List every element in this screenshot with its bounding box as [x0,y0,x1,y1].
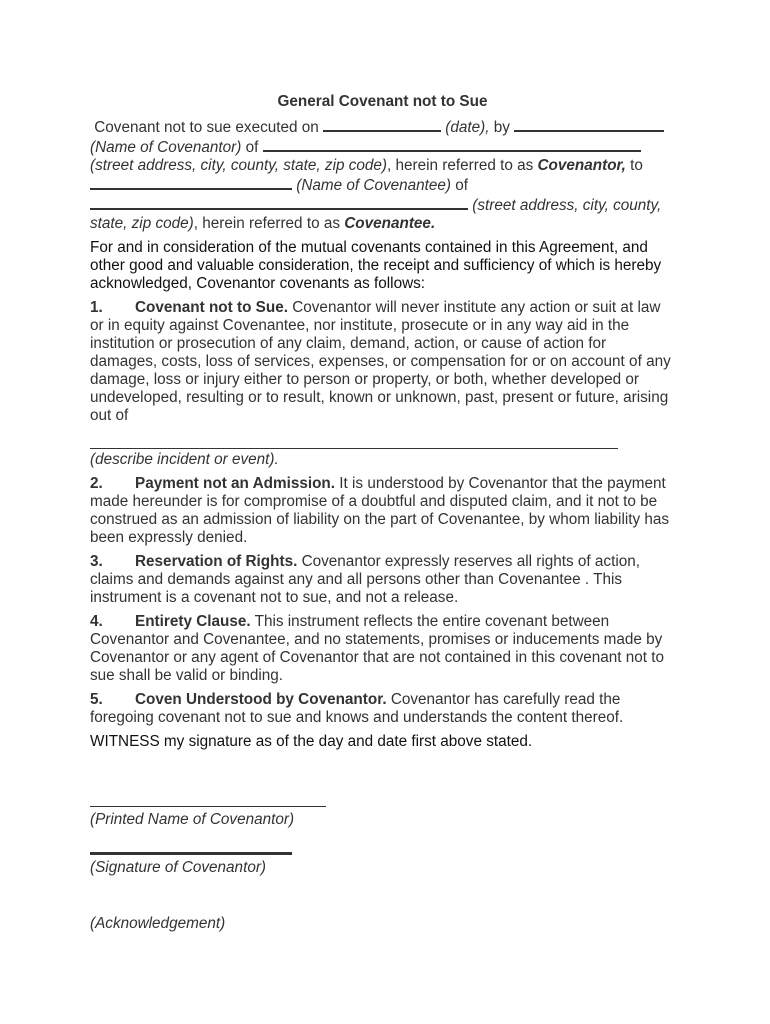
consideration-paragraph: For and in consideration of the mutual covenants contained in this Agreement, and other good and valuable consideration, the receipt and sufficiency of which is hereby acknowledged, Covenantor covenants as follows: [90,239,662,292]
section-2: 2. Payment not an Admission. It is understood by Covenantor that the payment made hereunder is for compromise of a doubtful and disputed claim, and it not to be construed as an admission of liability on the part of Covenantee, by whom liability has been expressly denied. [90,475,670,546]
section-4: 4. Entirety Clause. This instrument reflects the entire covenant between Covenantor and Covenantee, and no statements, promises or inducements made by Covenantor or any agent of Covenantor that are not contained in this covenant not to sue shall be valid or binding. [90,613,665,684]
covenantee-name-blank[interactable] [90,175,292,190]
acknowledgement-label: (Acknowledgement) [90,915,226,932]
document-body [90,93,675,939]
covenantor-address-blank[interactable] [263,137,641,152]
section-1: 1. Covenant not to Sue. Covenantor will never institute any action or suit at law or in equity against Covenantee, nor institute, prosecute or in any way aid in the institution or prosecution of any claim, demand, action, or cause of action for damages, costs, loss of services, expenses, or compensation for or on account of any damage, loss or injury either to person or property, or both, whether developed or undeveloped, resulting or to result, known or unknown, past, present or future, arising out of [90,299,671,424]
section-3: 3. Reservation of Rights. Covenantor expressly reserves all rights of action, claims and demands against any and all persons other than Covenantee . This instrument is a covenant not to sue, and not a release. [90,553,640,606]
covenantor-name-blank[interactable] [514,117,664,132]
printed-name-blank[interactable] [90,805,326,807]
date-blank[interactable] [323,117,441,132]
intro-paragraph: Covenant not to sue executed on (date), by (Name of Covenantor) of (street address, city, county, state, zip code), herein referred to as Covenantor, to (Name of Covenantee) of (street address, city, county, state, zip code), herein referred to as Covenantee. [90,117,675,233]
section-5: 5. Coven Understood by Covenantor. Covenantor has carefully read the foregoing covenant not to sue and knows and understands the content thereof. [90,691,624,726]
covenantee-address-blank[interactable] [90,195,468,210]
describe-label: (describe incident or event). [90,451,279,468]
signature-label: (Signature of Covenantor) [90,859,267,876]
document-title: General Covenant not to Sue [277,93,488,110]
signature-blank[interactable] [90,851,292,855]
incident-blank[interactable] [90,447,618,449]
witness-line: WITNESS my signature as of the day and date first above stated. [90,733,533,750]
printed-name-label: (Printed Name of Covenantor) [90,811,295,828]
